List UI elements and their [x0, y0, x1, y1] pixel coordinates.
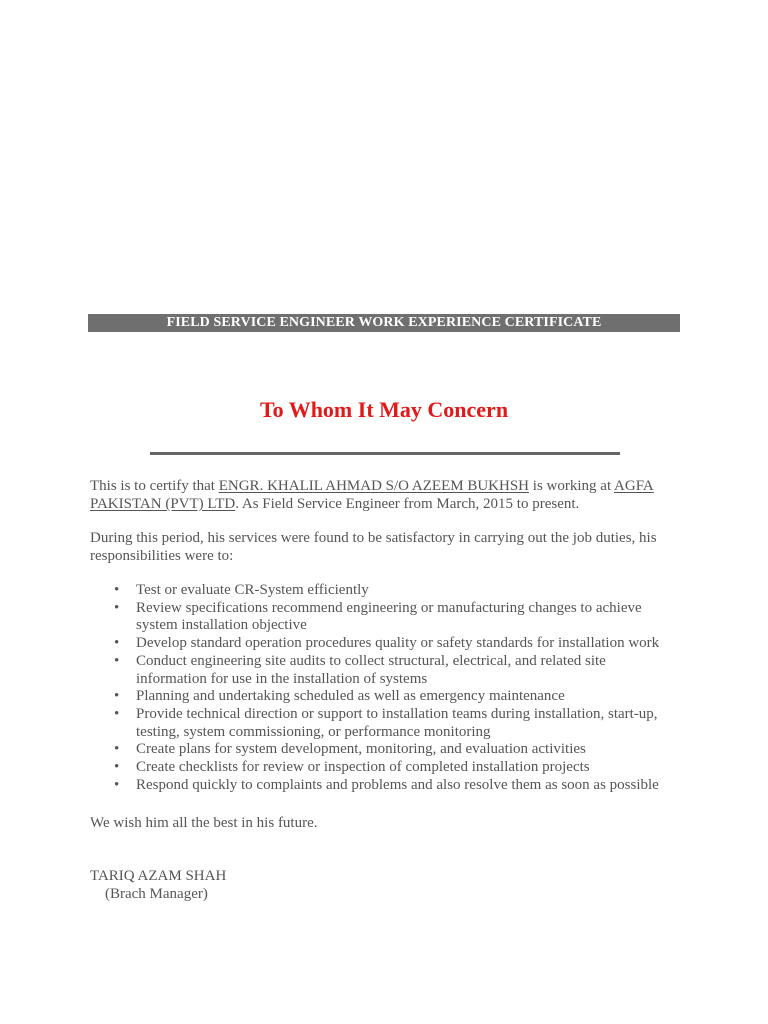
certificate-title: FIELD SERVICE ENGINEER WORK EXPERIENCE CERTIFICATE: [166, 315, 602, 330]
duty-text: Respond quickly to complaints and problems and also resolve them as soon as possible: [136, 776, 659, 793]
employee-name: ENGR. KHALIL AHMAD S/O AZEEM BUKHSH: [218, 478, 530, 494]
intro-prefix: This is to certify that: [90, 478, 219, 494]
duty-text: Conduct engineering site audits to collect structural, electrical, and related site information for use in the installation of systems: [136, 652, 606, 687]
duty-item: [90, 706, 680, 741]
duty-item: [90, 600, 680, 635]
duty-text: Develop standard operation procedures quality or safety standards for installation work: [136, 635, 660, 652]
duty-item: [90, 688, 680, 706]
bullet-icon: •: [114, 599, 120, 616]
intro-suffix: . As Field Service Engineer from March, 2015 to present.: [235, 496, 580, 512]
duty-text: Create plans for system development, monitoring, and evaluation activities: [136, 741, 586, 758]
intro-middle: is working at: [529, 478, 615, 494]
duties-intro-paragraph: During this period, his services were found to be satisfactory in carrying out the job duties, his responsibilities were to:: [90, 530, 657, 564]
certificate-banner: [88, 314, 680, 332]
duty-text: Test or evaluate CR-System efficiently: [136, 582, 369, 598]
bullet-icon: •: [114, 759, 120, 776]
bullet-icon: •: [114, 688, 120, 705]
signatory-title: (Brach Manager): [105, 886, 208, 902]
bullet-icon: •: [114, 741, 120, 758]
bullet-icon: •: [114, 652, 120, 669]
certification-paragraph: [90, 477, 680, 513]
duty-item: [90, 741, 680, 759]
bullet-icon: •: [114, 582, 120, 598]
duty-item: [90, 759, 680, 777]
company-name: AGFA PAKISTAN (PVT) LTD: [90, 478, 654, 512]
bullet-icon: •: [114, 635, 120, 652]
bullet-icon: •: [114, 705, 120, 722]
signatory-name: TARIQ AZAM SHAH: [90, 868, 227, 884]
duty-text: Review specifications recommend engineering or manufacturing changes to achieve system installation objective: [136, 599, 642, 634]
bullet-icon: •: [114, 776, 120, 793]
duty-item: [90, 777, 680, 795]
duty-item: [90, 635, 680, 653]
duty-item: [90, 582, 680, 600]
salutation-heading: To Whom It May Concern: [259, 397, 509, 422]
duty-text: Provide technical direction or support to installation teams during installation, start-up, testing, system commissioning, or performance monitoring: [136, 705, 658, 740]
closing-paragraph: We wish him all the best in his future.: [90, 815, 318, 831]
duties-list: [90, 582, 680, 794]
duty-text: Create checklists for review or inspection of completed installation projects: [136, 759, 590, 776]
duty-item: [90, 653, 680, 688]
duty-text: Planning and undertaking scheduled as well as emergency maintenance: [136, 688, 565, 705]
heading-divider: [150, 452, 620, 455]
